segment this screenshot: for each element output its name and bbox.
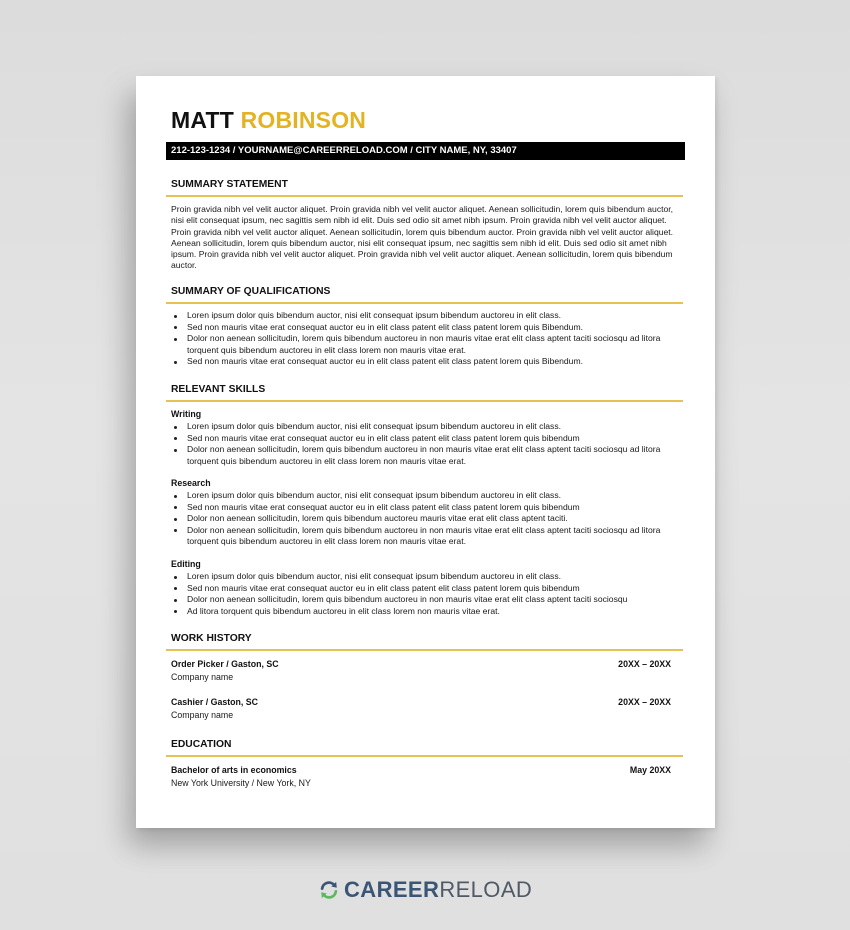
resume-page	[136, 76, 715, 828]
qualifications-list	[171, 310, 686, 368]
list-item: Sed non mauris vitae erat consequat auctor eu in elit class patent elit class patent lorem quis bibendum	[171, 583, 686, 595]
skill-list-research	[171, 490, 686, 548]
skill-group-title-research: Research	[171, 478, 211, 488]
graduation-date: May 20XX	[629, 765, 671, 775]
careerreload-logo	[318, 877, 532, 903]
education-entry	[171, 764, 671, 790]
list-item: Sed non mauris vitae erat consequat auctor eu in elit class patent elit class patent lorem quis bibendum	[171, 433, 686, 445]
last-name: ROBINSON	[240, 107, 367, 133]
list-item: Loren ipsum dolor quis bibendum auctor, nisi elit consequat ipsum bibendum auctoreu in elit class.	[171, 571, 686, 583]
summary-paragraph: Proin gravida nibh vel velit auctor aliquet. Proin gravida nibh vel velit auctor aliquet. Aenean sollicitudin, lorem quis bibendum auctor, nisi elit consequat ipsum, nec sagittis sem nibh id elit. Duis sed odio sit amet nibh ipsum. Proin gravida nibh vel velit auctor aliquet. Proin gravida nibh vel velit auctor aliquet. Aenean sollicitudin, lorem quis bibendum auctor. Proin gravida nibh vel velit auctor aliquet. Aenean sollicitudin, lorem quis bibendum auctor, nisi elit consequat ipsum, nec sagittis sem nibh id elit. Duis sed odio sit amet nibh ipsum. Proin gravida nibh vel velit auctor aliquet. Proin gravida nibh vel velit auctor aliquet. Aenean sollicitudin, lorem quis bibendum auctor.	[171, 204, 674, 271]
section-heading-summary: SUMMARY STATEMENT	[166, 178, 683, 197]
list-item: Ad litora torquent quis bibendum auctoreu in elit class lorem non mauris vitae erat.	[171, 606, 686, 618]
section-heading-work: WORK HISTORY	[166, 632, 683, 651]
section-heading-education: EDUCATION	[166, 738, 683, 757]
school: New York University / New York, NY	[171, 778, 311, 788]
job-title: Cashier / Gaston, SC	[171, 697, 259, 707]
section-heading-qualifications: SUMMARY OF QUALIFICATIONS	[166, 285, 683, 304]
list-item: Loren ipsum dolor quis bibendum auctor, nisi elit consequat ipsum bibendum auctoreu in elit class.	[171, 490, 686, 502]
job-dates: 20XX – 20XX	[618, 659, 671, 669]
job-dates: 20XX – 20XX	[618, 697, 671, 707]
job-title: Order Picker / Gaston, SC	[171, 659, 279, 669]
list-item: Sed non mauris vitae erat consequat auctor eu in elit class patent elit class patent lorem quis bibendum	[171, 502, 686, 514]
skill-group-title-editing: Editing	[171, 559, 201, 569]
list-item: Sed non mauris vitae erat consequat auctor eu in elit class patent elit class patent lorem quis Bibendum.	[171, 322, 686, 334]
skill-list-editing	[171, 571, 686, 617]
job-entry	[171, 658, 671, 684]
list-item: Dolor non aenean sollicitudin, lorem quis bibendum auctoreu mauris vitae erat elit class aptent taciti.	[171, 513, 686, 525]
resume-name	[171, 106, 366, 134]
job-entry	[171, 696, 671, 722]
list-item: Sed non mauris vitae erat consequat auctor eu in elit class patent elit class patent lorem quis Bibendum.	[171, 356, 686, 368]
skill-list-writing	[171, 421, 686, 467]
list-item: Dolor non aenean sollicitudin, lorem quis bibendum auctoreu in non mauris vitae erat elit class aptent taciti sociosqu ad litora torquent quis bibendum auctoreu in elit class lorem non mauris vitae erat.	[171, 525, 686, 548]
list-item: Loren ipsum dolor quis bibendum auctor, nisi elit consequat ipsum bibendum auctoreu in elit class.	[171, 310, 686, 322]
list-item: Dolor non aenean sollicitudin, lorem quis bibendum auctoreu in non mauris vitae erat elit class aptent taciti sociosqu ad litora torquent quis bibendum auctoreu in elit class lorem non mauris vitae erat.	[171, 444, 686, 467]
list-item: Loren ipsum dolor quis bibendum auctor, nisi elit consequat ipsum bibendum auctoreu in elit class.	[171, 421, 686, 433]
job-company: Company name	[171, 710, 234, 720]
list-item: Dolor non aenean sollicitudin, lorem quis bibendum auctoreu in non mauris vitae erat elit class aptent taciti sociosqu ad litora torquent quis bibendum auctoreu in elit class lorem non mauris vitae erat.	[171, 333, 686, 356]
list-item: Dolor non aenean sollicitudin, lorem quis bibendum auctoreu in non mauris vitae erat elit class aptent taciti sociosqu	[171, 594, 686, 606]
section-heading-skills: RELEVANT SKILLS	[166, 383, 683, 402]
refresh-arrows-icon	[318, 879, 340, 901]
contact-bar: 212-123-1234 / YOURNAME@CAREERRELOAD.COM / CITY NAME, NY, 33407	[166, 142, 685, 160]
logo-wordmark: CAREERRELOAD	[344, 877, 533, 902]
job-company: Company name	[171, 672, 234, 682]
skill-group-title-writing: Writing	[171, 409, 202, 419]
degree: Bachelor of arts in economics	[171, 765, 297, 775]
first-name: MATT	[171, 107, 234, 133]
